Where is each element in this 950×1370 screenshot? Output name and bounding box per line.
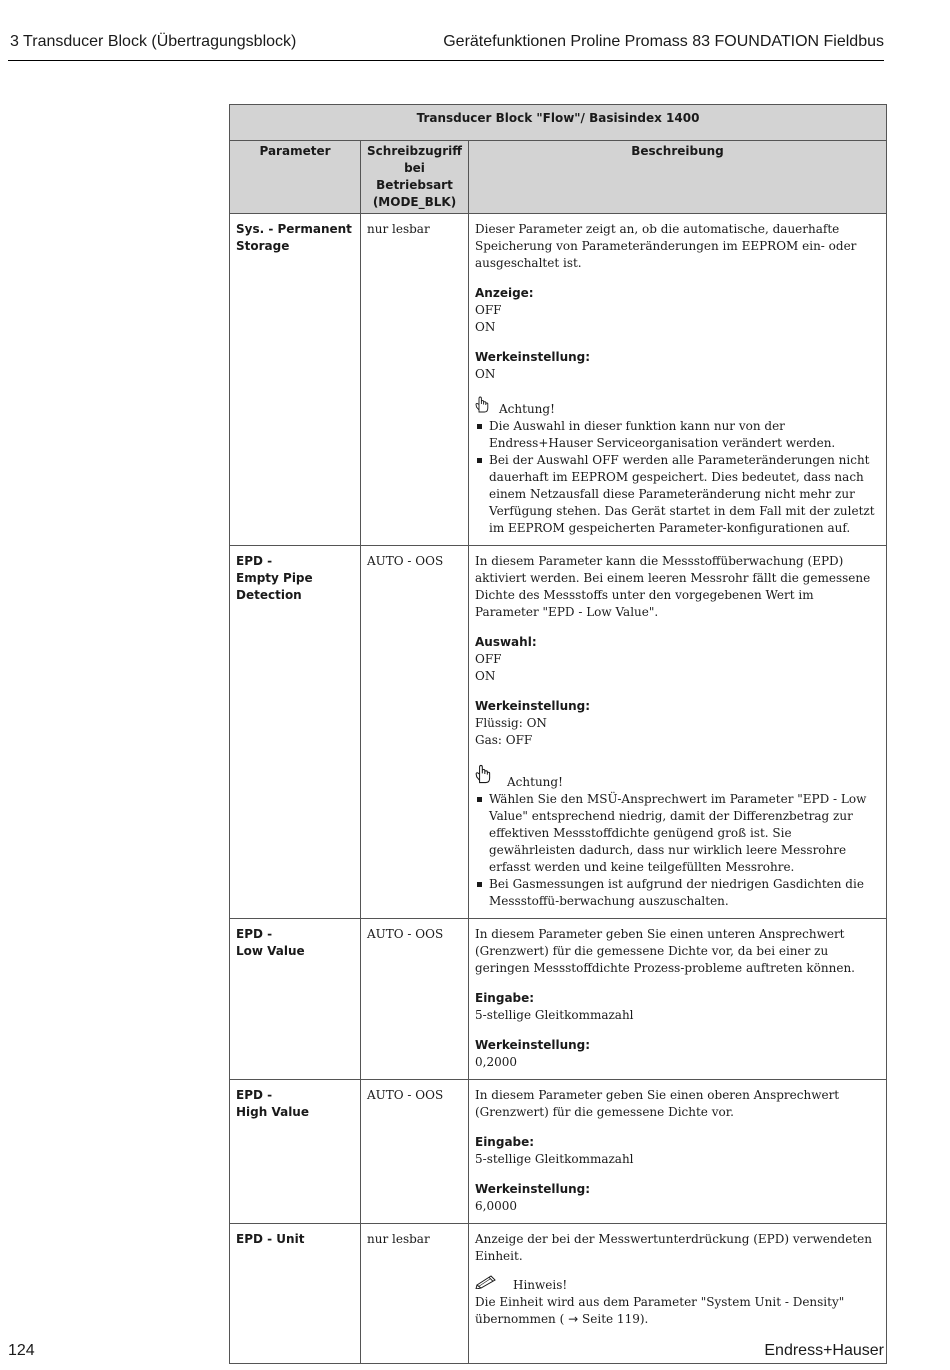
warning [475,762,881,791]
selection-option: OFF [475,652,502,666]
selection-label: Auswahl: [475,635,537,649]
brand-name: Endress+Hauser [764,1342,884,1359]
warning-hand-icon [475,396,489,418]
display-label: Anzeige: [475,286,534,300]
list-item: Die Auswahl in dieser funktion kann nur von der Endress+Hauser Serviceorganisation verändert werden. [475,418,881,452]
table-row [230,1080,887,1224]
warning [475,396,881,418]
column-header-parameter: Parameter [230,141,361,214]
selection-option: ON [475,669,496,683]
factory-setting-label: Werkeinstellung: [475,350,591,364]
description [469,919,887,1080]
warning-label: Achtung! [507,775,563,789]
factory-setting-value: 0,2000 [475,1055,517,1069]
column-header-access-line3: (MODE_BLK) [372,195,457,209]
access-mode: nur lesbar [361,1224,469,1364]
description [469,1080,887,1224]
column-header-access [361,141,469,214]
note-label: Hinweis! [513,1278,568,1292]
parameter-name [230,1224,361,1364]
note-text [475,1294,881,1328]
factory-setting-label: Werkeinstellung: [475,1182,591,1196]
parameter-name-line: Storage [236,239,290,253]
input-label: Eingabe: [475,1135,535,1149]
description-intro: In diesem Parameter kann die Messstoffüberwachung (EPD) aktiviert werden. Bei einem leeren Messrohr fällt die gemessene Dichte des Messstoffs unter den vorgegebenen Wert im Parameter "EPD - Low Value". [475,554,871,619]
page-reference-link[interactable]: Seite 119). [582,1312,649,1326]
list-item: Bei der Auswahl OFF werden alle Parameteränderungen nicht dauerhaft im EEPROM gespeichert. Dies bedeutet, dass nach einem Netzausfall diese Parameteränderung nicht mehr zur Verfügung stehen. Das Gerät startet in dem Fall mit der zuletzt im EEPROM gespeicherten Parameter-konfigurationen auf. [475,452,881,537]
parameter-name [230,214,361,546]
description [469,546,887,919]
factory-setting-value: Flüssig: ON [475,716,547,730]
warning-list [475,791,881,910]
parameter-name [230,546,361,919]
column-header-description: Beschreibung [469,141,887,214]
parameter-name-line: Sys. - Permanent [236,222,352,236]
list-item: Wählen Sie den MSÜ-Ansprechwert im Parameter "EPD - Low Value" entsprechend niedrig, damit der Differenzbetrag zur effektiven Messstoffdichte genügend groß ist. Sie gewährleisten dadurch, dass nur wirklich leere Messrohre erfasst werden und keine teilgefüllten Messrohre. [475,791,881,876]
parameter-name [230,1080,361,1224]
description-intro: Dieser Parameter zeigt an, ob die automatische, dauerhafte Speicherung von Parameteränderungen im EEPROM ein- oder ausgeschaltet ist. [475,222,857,270]
note [475,1273,881,1294]
display-option: OFF [475,303,502,317]
factory-setting-value: 6,0000 [475,1199,517,1213]
factory-setting-label: Werkeinstellung: [475,1038,591,1052]
arrow-right-icon: → [568,1312,579,1326]
page-number: 124 [8,1342,35,1359]
table-row [230,214,887,546]
table-title: Transducer Block "Flow"/ Basisindex 1400 [230,105,887,141]
parameter-name-line: EPD - [236,927,273,941]
display-option: ON [475,320,496,334]
input-format: 5-stellige Gleitkommazahl [475,1008,634,1022]
parameter-name-line: EPD - [236,554,273,568]
factory-setting-value: ON [475,367,496,381]
access-mode: AUTO - OOS [361,919,469,1080]
access-mode: AUTO - OOS [361,546,469,919]
access-mode: nur lesbar [361,214,469,546]
parameter-name-line: Empty Pipe [236,571,313,585]
running-header-chapter: 3 Transducer Block (Übertragungsblock) [10,33,297,50]
description-intro: Anzeige der bei der Messwertunterdrückung (EPD) verwendeten Einheit. [475,1232,872,1263]
description-intro: In diesem Parameter geben Sie einen unteren Ansprechwert (Grenzwert) für die gemessene Dichte vor, da bei einer zu geringen Messstoffdichte Prozess-probleme auftreten können. [475,927,855,975]
list-item: Bei Gasmessungen ist aufgrund der niedrigen Gasdichten die Messstoffü-berwachung auszuschalten. [475,876,881,910]
factory-setting-label: Werkeinstellung: [475,699,591,713]
access-mode: AUTO - OOS [361,1080,469,1224]
note-text-body: Die Einheit wird aus dem Parameter "System Unit - Density" übernommen [475,1295,845,1326]
header-rule [8,60,884,61]
column-header-access-line1: Schreibzugriff [367,144,462,158]
parameter-name-line: High Value [236,1105,309,1119]
description [469,214,887,546]
warning-label: Achtung! [499,402,555,416]
parameter-name [230,919,361,1080]
parameter-name-line: Detection [236,588,302,602]
parameter-name-line: EPD - Unit [236,1232,305,1246]
table-row [230,546,887,919]
parameter-name-line: EPD - [236,1088,273,1102]
running-header-title: Gerätefunktionen Proline Promass 83 FOUNDATION Fieldbus [443,33,884,50]
pencil-note-icon [475,1273,499,1294]
transducer-block-table [229,104,887,1364]
table-row [230,919,887,1080]
description-intro: In diesem Parameter geben Sie einen oberen Ansprechwert (Grenzwert) für die gemessene Dichte vor. [475,1088,840,1119]
input-label: Eingabe: [475,991,535,1005]
factory-setting-value: Gas: OFF [475,733,533,747]
input-format: 5-stellige Gleitkommazahl [475,1152,634,1166]
column-header-access-line2: bei Betriebsart [376,161,453,192]
page-reference-open: ( [559,1312,565,1326]
parameter-name-line: Low Value [236,944,305,958]
warning-list [475,418,881,537]
warning-hand-icon [475,762,491,791]
